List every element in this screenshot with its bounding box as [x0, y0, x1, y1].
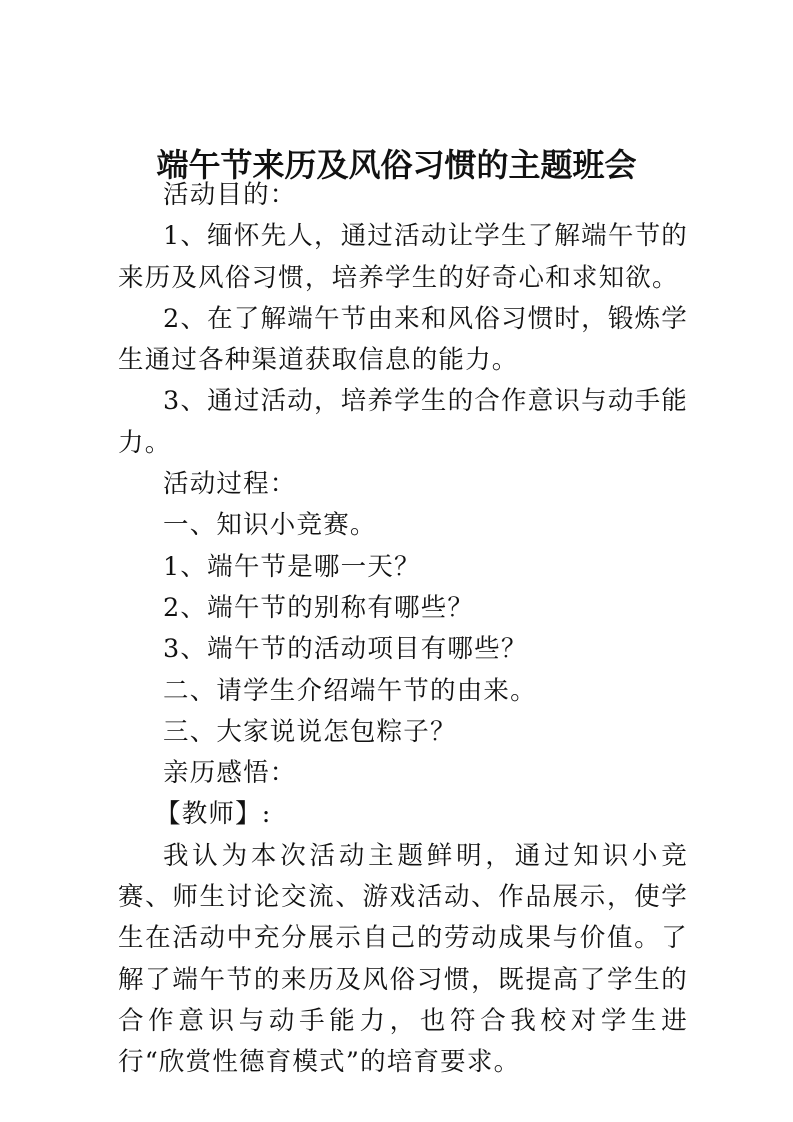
goal-3: 3、通过活动，培养学生的合作意识与动手能力。: [118, 386, 688, 458]
section-zongzi: 三、大家说说怎包粽子？: [163, 716, 457, 747]
teacher-label: 【教师】:: [155, 799, 272, 830]
quiz-question-3: 3、端午节的活动项目有哪些？: [163, 634, 528, 665]
heading-activity-goals: 活动目的：: [163, 180, 297, 210]
quiz-question-2: 2、端午节的别称有哪些？: [163, 592, 475, 623]
section-quiz: 一、知识小竞赛。: [163, 510, 377, 541]
teacher-comment: 我认为本次活动主题鲜明，通过知识小竞赛、师生讨论交流、游戏活动、作品展示，使学生在活动中充分展示自己的劳动成果与价值。了解了端午节的来历及风俗习惯，既提高了学生的合作意识与动手能力，也符合我校对学生进行“欣赏性德育模式”的培育要求。: [118, 840, 688, 1078]
section-origin: 二、请学生介绍端午节的由来。: [163, 675, 537, 706]
goal-2: 2、在了解端午节由来和风俗习惯时，锻炼学生通过各种渠道获取信息的能力。: [118, 303, 688, 376]
heading-reflection: 亲历感悟：: [163, 758, 297, 789]
goal-1: 1、缅怀先人，通过活动让学生了解端午节的来历及风俗习惯，培养学生的好奇心和求知欲。: [118, 221, 688, 293]
quiz-question-1: 1、端午节是哪一天？: [163, 551, 421, 582]
document-body: [118, 175, 688, 1084]
heading-activity-process: 活动过程：: [163, 469, 297, 500]
document-title: 端午节来历及风俗习惯的主题班会: [156, 146, 637, 185]
